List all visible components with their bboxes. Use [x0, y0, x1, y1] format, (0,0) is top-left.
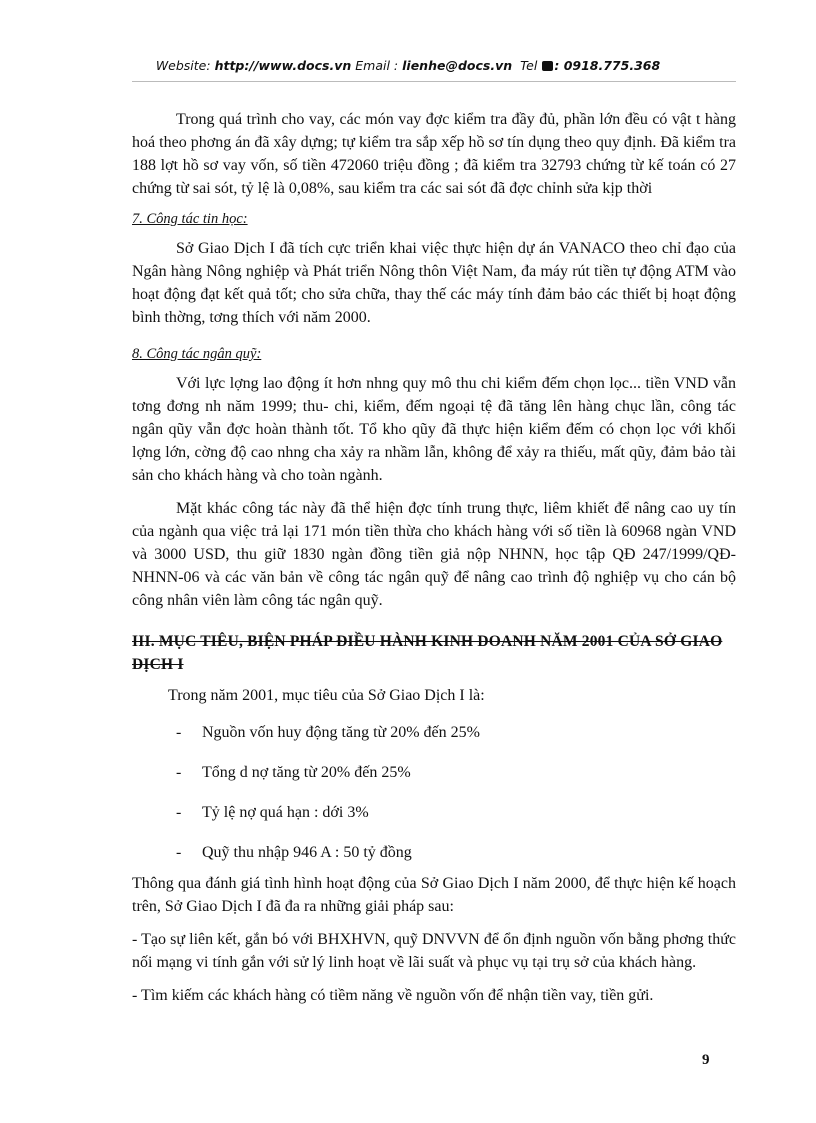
paragraph-treasury-integrity: Mặt khác công tác này đã thể hiện đợc tính trung thực, liêm khiết để nâng cao uy tín của ngành qua việc trả lại 171 món tiền thừa cho khách hàng với số tiền là 60968 ngàn VND và 3000 USD, thu giữ 1830 ngàn đồng tiền giả nộp NHNN, học tập QĐ 247/1999/QĐ-NHNN-06 và các văn bản về công tác ngân quỹ để nâng cao trình độ nghiệp vụ cho cán bộ công nhân viên làm công tác ngân quỹ. [132, 500, 736, 609]
heading-it-work: 7. Công tác tin học: [132, 211, 248, 227]
paragraph-assessment: Thông qua đánh giá tình hình hoạt động của Sở Giao Dịch I năm 2000, để thực hiện kế hoạch trên, Sở Giao Dịch I đã đa ra những giải pháp sau: [132, 875, 736, 915]
website-link[interactable]: http://www.docs.vn [214, 58, 352, 73]
website-label: Website: [155, 58, 211, 73]
list-item: - Tổng d nợ tăng từ 20% đến 25% [176, 764, 411, 781]
list-item: - Quỹ thu nhập 946 A : 50 tỷ đồng [176, 844, 412, 861]
paragraph-treasury: Với lực lợng lao động ít hơn nhng quy mô thu chi kiểm đếm chọn lọc... tiền VND vẫn tơng đơng nh năm 1999; thu- chi, kiểm, đếm ngoại tệ đã tăng lên hàng chục lần, công tác ngân qũy vẫn đợc hoàn thành tốt. Tổ kho qũy đã thực hiện kiểm đếm có chọn lọc với khối lợng lớn, cờng độ cao nhng cha xảy ra nhầm lẫn, không để xảy ra thiếu, mất qũy, đảm bảo tài sản cho khách hàng và cho toàn ngành. [132, 375, 736, 484]
email-link[interactable]: lienhe@docs.vn [402, 58, 513, 73]
header-divider [132, 81, 736, 82]
document-body [132, 108, 736, 1007]
tel-label: Tel [520, 58, 538, 73]
phone-icon [542, 61, 553, 71]
section-heading-objectives: III. MỤC TIÊU, BIỆN PHÁP ĐIỀU HÀNH KINH DOANH NĂM 2001 CỦA SỞ GIAO DỊCH I [132, 633, 723, 673]
list-item: - Nguồn vốn huy động tăng từ 20% đến 25% [176, 724, 480, 741]
paragraph-lending: Trong quá trình cho vay, các món vay đợc kiểm tra đầy đủ, phần lớn đều có vật t hàng hoá theo phơng án đã xây dựng; tự kiểm tra sắp xếp hồ sơ tín dụng theo quy định. Đã kiểm tra 188 lợt hồ sơ vay vốn, số tiền 472060 triệu đồng ; đã kiểm tra 32793 chứng từ kế toán có 27 chứng từ sai sót, tỷ lệ là 0,08%, sau kiểm tra các sai sót đã đợc chỉnh sửa kịp thời [132, 111, 736, 197]
email-label: Email : [355, 58, 399, 73]
list-item: - Tỷ lệ nợ quá hạn : dới 3% [176, 804, 369, 821]
paragraph-it-work: Sở Giao Dịch I đã tích cực triển khai việc thực hiện dự án VANACO theo chỉ đạo của Ngân hàng Nông nghiệp và Phát triển Nông thôn Việt Nam, đa máy rút tiền tự động ATM vào hoạt động đạt kết quả tốt; cho sửa chữa, thay thế các máy tính đảm bảo các thiết bị hoạt động bình thờng, tơng thích với năm 2000. [132, 240, 736, 326]
solution-item: - Tạo sự liên kết, gắn bó với BHXHVN, quỹ DNVVN để ổn định nguồn vốn bằng phơng thức nối mạng vi tính gắn với sử lý linh hoạt về lãi suất và phục vụ tại trụ sở của khách hàng. [132, 931, 736, 971]
page-number: 9 [702, 1052, 710, 1068]
objectives-lead: Trong năm 2001, mục tiêu của Sở Giao Dịch I là: [168, 687, 485, 704]
objectives-list [132, 721, 736, 864]
page-header [0, 58, 816, 73]
tel-value: : 0918.775.368 [554, 58, 661, 73]
solution-item: - Tìm kiếm các khách hàng có tiềm năng về nguồn vốn để nhận tiền vay, tiền gửi. [132, 987, 654, 1004]
heading-treasury-work: 8. Công tác ngân quỹ: [132, 346, 262, 362]
